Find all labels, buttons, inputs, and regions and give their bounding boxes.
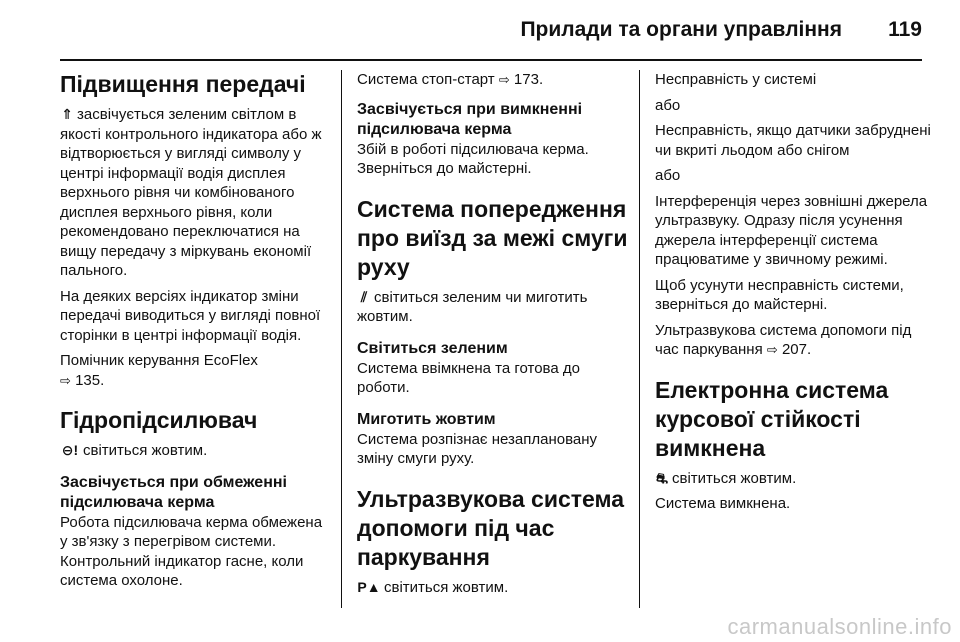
section-title-esc-off: Електронна система курсової стійкості вимкнена	[655, 376, 889, 461]
paragraph: Несправність у системі	[655, 71, 817, 88]
page-reference-icon: ⇨	[60, 372, 71, 388]
paragraph: Збій в роботі підсилювача керма. Зверніться до майстерні.	[357, 140, 589, 177]
subsection-title: Миготить жовтим	[357, 410, 496, 428]
paragraph: Система ввімкнена та готова до роботи.	[357, 359, 580, 396]
column-divider	[341, 70, 342, 608]
paragraph: На деяких версіях індикатор зміни передачі виводиться у вигляді повної сторінки в центрі інформації водія.	[60, 287, 321, 344]
page-reference[interactable]: 173.	[513, 71, 544, 88]
shift-up-icon: ⇑	[61, 106, 73, 122]
parking-assist-icon: P▲	[357, 578, 381, 595]
column-divider	[639, 70, 640, 608]
column-middle	[357, 70, 629, 610]
page-reference[interactable]: 135.	[75, 371, 105, 389]
paragraph-text: світиться жовтим.	[672, 469, 797, 487]
paragraph-text: світиться жовтим.	[384, 578, 509, 596]
paragraph: Система розпізнає незаплановану зміну смуги руху.	[357, 430, 598, 467]
paragraph	[655, 469, 931, 489]
paragraph: Щоб усунути несправність системи, зверніться до майстерні.	[655, 276, 904, 313]
page-reference[interactable]: 207.	[781, 341, 812, 358]
section-title-lane-departure: Система попередження про виїзд за межі смуги руху	[357, 195, 628, 280]
paragraph-text: Помічник керування EcoFlex	[60, 352, 258, 369]
subsection-title: Засвічується при вимкненні підсилювача керма	[357, 100, 583, 138]
lane-departure-icon: ⫽	[360, 288, 368, 305]
page-title: Прилади та органи управління	[520, 18, 842, 41]
section-title-shift-up: Підвищення передачі	[60, 71, 306, 97]
esc-off-icon: ⛐	[655, 469, 669, 486]
section-title-power-steering: Гідропідсилювач	[60, 407, 258, 433]
paragraph: або	[655, 96, 681, 114]
paragraph	[357, 70, 629, 90]
paragraph-text: світиться зеленим чи миготить жовтим.	[357, 288, 588, 325]
paragraph: Робота підсилювача керма обмежена у зв'язку з перегрівом системи. Контрольний індикатор гасне, коли система охолоне.	[60, 513, 323, 589]
paragraph: Несправність, якщо датчики забруднені чи вкриті льодом або снігом	[655, 122, 931, 159]
paragraph: Система вимкнена.	[655, 495, 791, 512]
page-reference-icon: ⇨	[766, 342, 778, 357]
header-rule	[60, 59, 922, 61]
page-number: 119	[888, 18, 922, 41]
paragraph	[357, 578, 629, 598]
subsection-title: Засвічується при обмеженні підсилювача керма	[60, 473, 287, 511]
paragraph: або	[655, 167, 681, 184]
paragraph	[655, 321, 931, 360]
column-left	[60, 70, 332, 610]
watermark: carmanualsonline.info	[727, 614, 952, 639]
subsection-title: Світиться зеленим	[357, 339, 508, 357]
paragraph-text: засвічується зеленим світлом в якості контрольного індикатора або ж відтворюється у вигляді символу у центрі інформації водія дисплея верхнього рівня чи комбінованого дисплея верхнього рівня, коли рекомендовано переключатися на вищу передачу з міркувань економії пального.	[60, 106, 322, 279]
section-title-parking-assist: Ультразвукова система допомоги під час паркування	[357, 485, 625, 570]
paragraph-text: Ультразвукова система допомоги під час паркування	[655, 321, 912, 358]
page-header	[0, 0, 960, 58]
page-reference-icon: ⇨	[498, 72, 510, 87]
paragraph: Інтерференція через зовнішні джерела ультразвуку. Одразу після усунення джерела інтерференції система працюватиме у звичному режимі.	[655, 192, 928, 268]
paragraph	[60, 105, 332, 281]
paragraph	[60, 351, 332, 390]
steering-warning-icon: ⊖!	[61, 442, 79, 458]
paragraph	[357, 288, 629, 327]
paragraph	[60, 441, 332, 461]
paragraph-text: світиться жовтим.	[83, 442, 208, 459]
column-right	[655, 70, 931, 610]
paragraph-text: Система стоп-старт	[357, 71, 495, 88]
